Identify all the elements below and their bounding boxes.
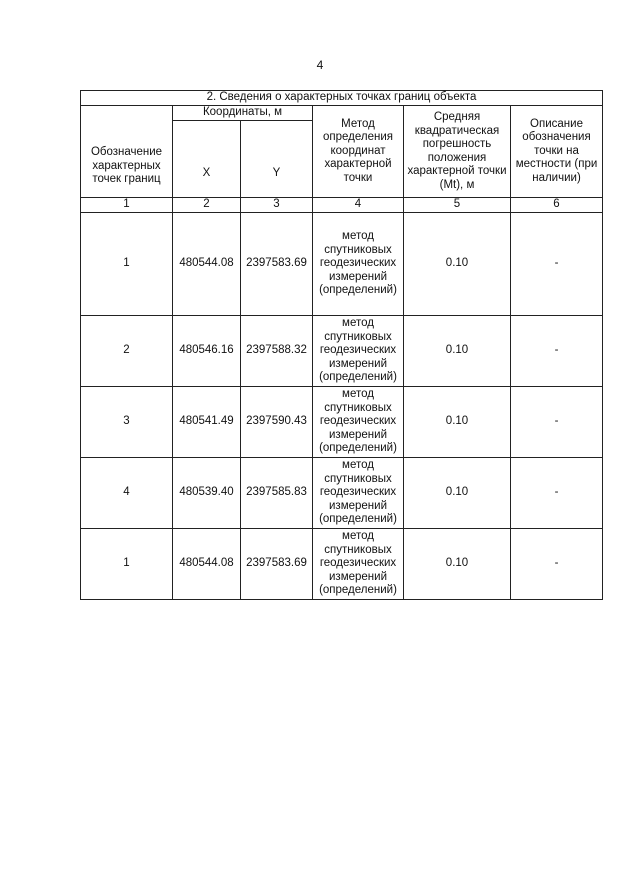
header-method: Метод определения координат характерной точки: [313, 106, 404, 198]
cell-point: 2: [81, 316, 173, 387]
cell-method: [313, 529, 404, 600]
method-text: метод спутниковых геодезических измерений (определений): [319, 388, 397, 455]
cell-description: -: [511, 529, 603, 600]
cell-method: [313, 387, 404, 458]
cell-error: 0.10: [404, 213, 511, 316]
table-caption-row: [81, 91, 603, 106]
cell-error: 0.10: [404, 316, 511, 387]
cell-method: [313, 213, 404, 316]
cell-method: [313, 316, 404, 387]
column-number: 5: [404, 198, 511, 213]
page-number: 4: [316, 58, 324, 72]
cell-y: 2397583.69: [241, 529, 313, 600]
header-designation-label: Обозначение характерных точек границ: [90, 146, 163, 186]
cell-x: 480539.40: [173, 458, 241, 529]
boundary-points-table: [80, 90, 603, 600]
cell-x: 480541.49: [173, 387, 241, 458]
column-number: 2: [173, 198, 241, 213]
cell-error: 0.10: [404, 529, 511, 600]
header-row-top: [81, 106, 603, 121]
column-number: 6: [511, 198, 603, 213]
table-row: [81, 529, 603, 600]
header-x-label: X: [202, 167, 211, 180]
header-y-label: Y: [272, 167, 281, 180]
cell-y: 2397583.69: [241, 213, 313, 316]
cell-point: 1: [81, 529, 173, 600]
header-x: [173, 121, 241, 198]
cell-point: 3: [81, 387, 173, 458]
table-row: [81, 213, 603, 316]
cell-method: [313, 458, 404, 529]
cell-error: 0.10: [404, 458, 511, 529]
cell-description: -: [511, 213, 603, 316]
method-text: метод спутниковых геодезических измерений (определений): [319, 530, 397, 597]
method-text: метод спутниковых геодезических измерений (определений): [319, 459, 397, 526]
cell-y: 2397588.32: [241, 316, 313, 387]
method-text: метод спутниковых геодезических измерений (определений): [319, 317, 397, 384]
table-row: [81, 387, 603, 458]
method-text: метод спутниковых геодезических измерений (определений): [319, 230, 397, 297]
cell-description: -: [511, 458, 603, 529]
cell-point: 1: [81, 213, 173, 316]
cell-description: -: [511, 316, 603, 387]
header-error: Средняя квадратическая погрешность положения характерной точки (Mt), м: [404, 106, 511, 198]
column-number: 4: [313, 198, 404, 213]
header-designation: [81, 106, 173, 198]
cell-x: 480546.16: [173, 316, 241, 387]
cell-description: -: [511, 387, 603, 458]
cell-error: 0.10: [404, 387, 511, 458]
header-coordinates: Координаты, м: [173, 106, 313, 121]
cell-x: 480544.08: [173, 529, 241, 600]
header-description: Описание обозначения точки на местности (при наличии): [511, 106, 603, 198]
table-row: [81, 316, 603, 387]
column-number: 3: [241, 198, 313, 213]
cell-x: 480544.08: [173, 213, 241, 316]
cell-y: 2397590.43: [241, 387, 313, 458]
column-number: 1: [81, 198, 173, 213]
cell-point: 4: [81, 458, 173, 529]
cell-y: 2397585.83: [241, 458, 313, 529]
header-y: [241, 121, 313, 198]
table-row: [81, 458, 603, 529]
table-caption: 2. Сведения о характерных точках границ объекта: [81, 91, 603, 106]
column-number-row: [81, 198, 603, 213]
